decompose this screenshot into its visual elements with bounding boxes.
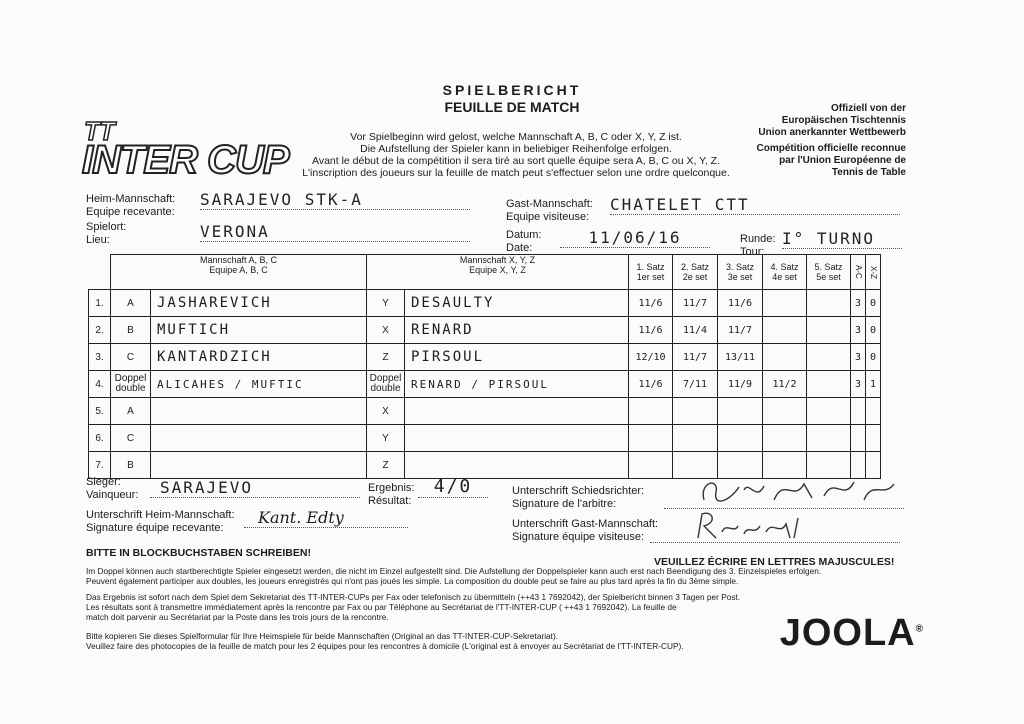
set-2-score[interactable] xyxy=(673,425,718,452)
set-header: 1. Satz 1er set xyxy=(629,255,673,290)
team-abc-slot: B xyxy=(111,317,151,344)
set-1-score[interactable]: 11/6 xyxy=(629,317,673,344)
set-4-score[interactable] xyxy=(763,344,807,371)
results-note: Das Ergebnis ist sofort nach dem Spiel dem Sekretariat des TT-INTER-CUPs per Fax oder telefonisch zu übermitteln (++43 1 7692042), der Spielbericht binnen 3 Tagen per Post. Les résultats sont à transmettre immédiatement après la rencontre par Fax ou par Téléphone au Secrétariat de l'TT-INTER-CUP ( ++43 1 7692042). La feuille de match doit parvenir au Secrétariat par la Poste dans les trois jours de la rencontre. xyxy=(86,592,741,622)
set-2-score[interactable]: 11/4 xyxy=(673,317,718,344)
set-header: 2. Satz 2e set xyxy=(673,255,718,290)
joola-logo: JOOLA® xyxy=(779,612,924,654)
set-3-score[interactable]: 11/6 xyxy=(718,290,763,317)
player-xyz-name[interactable] xyxy=(405,452,629,479)
player-xyz-name[interactable]: RENARD / PIRSOUL xyxy=(405,371,629,398)
set-1-score[interactable] xyxy=(629,425,673,452)
guest-team-value[interactable]: CHATELET CTT xyxy=(610,195,900,215)
team-xyz-slot: Z xyxy=(367,344,405,371)
match-row xyxy=(89,425,881,452)
player-abc-name[interactable] xyxy=(151,398,367,425)
match-number: 6. xyxy=(89,425,111,452)
team-xyz-slot: Doppel double xyxy=(367,371,405,398)
set-header: 5. Satz 5e set xyxy=(807,255,851,290)
set-4-score[interactable] xyxy=(763,425,807,452)
set-5-score[interactable] xyxy=(807,290,851,317)
match-row xyxy=(89,371,881,398)
round-label: Runde: Tour: xyxy=(740,233,776,258)
team-abc-slot: A xyxy=(111,398,151,425)
table-header-row xyxy=(89,255,881,290)
team-abc-header: Mannschaft A, B, C Equipe A, B, C xyxy=(111,255,367,290)
referee-signature-label: Unterschrift Schiedsrichter: Signature de l'arbitre: xyxy=(512,485,645,510)
player-abc-name[interactable] xyxy=(151,452,367,479)
player-xyz-name[interactable]: RENARD xyxy=(405,317,629,344)
games-ac[interactable] xyxy=(851,425,866,452)
player-abc-name[interactable]: ALICAHES / MUFTIC xyxy=(151,371,367,398)
set-5-score[interactable] xyxy=(807,371,851,398)
team-abc-slot: A xyxy=(111,290,151,317)
team-abc-slot: C xyxy=(111,425,151,452)
score-xz-header: X-Z xyxy=(866,255,881,290)
result-value[interactable]: 4/0 xyxy=(418,476,488,498)
player-xyz-name[interactable] xyxy=(405,398,629,425)
intro-text: Vor Spielbeginn wird gelost, welche Mannschaft A, B, C oder X, Y, Z ist. Die Aufstellung der Spieler kann in beliebiger Reihenfolge erfolgen. Avant le début de la compétition il sera tiré au sort quelle équipe sera A, B, C ou X, Y, Z. L'inscription des joueurs sur la feuille de match peut s'effectuer selon une ordre quelconque. xyxy=(302,131,730,179)
games-xz[interactable]: 0 xyxy=(866,317,881,344)
games-xz[interactable]: 0 xyxy=(866,344,881,371)
set-5-score[interactable] xyxy=(807,398,851,425)
set-3-score[interactable]: 11/7 xyxy=(718,317,763,344)
team-xyz-slot: X xyxy=(367,317,405,344)
set-4-score[interactable] xyxy=(763,398,807,425)
games-ac[interactable]: 3 xyxy=(851,371,866,398)
set-2-score[interactable] xyxy=(673,398,718,425)
home-signature-label: Unterschrift Heim-Mannschaft: Signature équipe recevante: xyxy=(86,509,235,534)
home-team-value[interactable]: SARAJEVO STK-A xyxy=(200,190,470,210)
set-5-score[interactable] xyxy=(807,425,851,452)
date-value[interactable]: 11/06/16 xyxy=(560,228,710,248)
title-de: SPIELBERICHT xyxy=(442,82,582,98)
team-abc-slot: C xyxy=(111,344,151,371)
copy-note: Bitte kopieren Sie dieses Spielformular für Ihre Heimspiele für beide Mannschaften (Original an das TT-INTER-CUP-Sekretariat). Veuillez faire des photocopies de la feuille de match pour les 2 équipes pour les rencontres à domicile (L'original est à envoyer au Secrétariat de l'TT-INTER-CUP). xyxy=(86,631,684,651)
guest-signature-scribble xyxy=(690,508,830,542)
guest-signature-label: Unterschrift Gast-Mannschaft: Signature équipe visiteuse: xyxy=(512,518,659,543)
set-2-score[interactable]: 7/11 xyxy=(673,371,718,398)
round-value[interactable]: I° TURNO xyxy=(782,229,902,249)
venue-label: Spielort: Lieu: xyxy=(86,221,127,246)
player-xyz-name[interactable] xyxy=(405,425,629,452)
set-3-score[interactable]: 13/11 xyxy=(718,344,763,371)
guest-signature-line[interactable] xyxy=(650,530,900,543)
player-abc-name[interactable] xyxy=(151,425,367,452)
set-1-score[interactable] xyxy=(629,398,673,425)
results-table xyxy=(88,254,881,479)
doubles-note: Im Doppel können auch startberechtigte Spieler eingesetzt werden, die nicht im Einzel aufgestellt sind. Die Aufstellung der Doppelspieler kann auch erst nach Beendigung des 3. Einzelspieles erfolgen. Peuvent également participer aux doubles, les joueurs enregistrés qui n'ont pas joués les simple. La composition du double peut se faire au plus tard après la fin du 3ème simple. xyxy=(86,566,822,586)
team-xyz-slot: Y xyxy=(367,290,405,317)
match-number: 7. xyxy=(89,452,111,479)
set-header: 3. Satz 3e set xyxy=(718,255,763,290)
match-number: 5. xyxy=(89,398,111,425)
set-header: 4. Satz 4e set xyxy=(763,255,807,290)
title-fr: FEUILLE DE MATCH xyxy=(444,99,580,115)
games-xz[interactable]: 0 xyxy=(866,290,881,317)
games-ac[interactable]: 3 xyxy=(851,317,866,344)
set-4-score[interactable] xyxy=(763,317,807,344)
team-abc-slot: B xyxy=(111,452,151,479)
set-1-score[interactable]: 12/10 xyxy=(629,344,673,371)
winner-value[interactable]: SARAJEVO xyxy=(150,478,360,498)
result-label: Ergebnis: Résultat: xyxy=(368,482,415,507)
winner-label: Sieger: Vainqueur: xyxy=(86,476,139,501)
set-5-score[interactable] xyxy=(807,317,851,344)
team-xyz-header: Mannschaft X, Y, Z Equipe X, Y, Z xyxy=(367,255,629,290)
match-row xyxy=(89,290,881,317)
team-abc-slot: Doppel double xyxy=(111,371,151,398)
official-notice: Offiziell von der Europäischen Tischtennis Union anerkannter Wettbewerb Compétition officielle reconnue par l'Union Européenne de Tennis de Table xyxy=(756,103,906,178)
block-letters-de: BITTE IN BLOCKBUCHSTABEN SCHREIBEN! xyxy=(86,547,311,559)
player-abc-name[interactable]: KANTARDZICH xyxy=(151,344,367,371)
date-label: Datum: Date: xyxy=(506,229,542,254)
match-row xyxy=(89,398,881,425)
team-xyz-slot: Z xyxy=(367,452,405,479)
set-4-score[interactable]: 11/2 xyxy=(763,371,807,398)
match-row xyxy=(89,317,881,344)
set-1-score[interactable]: 11/6 xyxy=(629,371,673,398)
set-2-score[interactable]: 11/7 xyxy=(673,290,718,317)
games-xz[interactable] xyxy=(866,425,881,452)
games-ac[interactable]: 3 xyxy=(851,290,866,317)
games-ac[interactable] xyxy=(851,398,866,425)
games-xz[interactable]: 1 xyxy=(866,371,881,398)
set-1-score[interactable]: 11/6 xyxy=(629,290,673,317)
set-2-score[interactable]: 11/7 xyxy=(673,344,718,371)
block-letters-fr: VEUILLEZ ÉCRIRE EN LETTRES MAJUSCULES! xyxy=(654,556,895,568)
player-abc-name[interactable]: MUFTICH xyxy=(151,317,367,344)
score-ac-header: A-C xyxy=(851,255,866,290)
home-signature-value[interactable]: Kant. Edty xyxy=(244,508,408,528)
team-xyz-slot: Y xyxy=(367,425,405,452)
match-number: 3. xyxy=(89,344,111,371)
match-number: 2. xyxy=(89,317,111,344)
player-xyz-name[interactable]: PIRSOUL xyxy=(405,344,629,371)
set-3-score[interactable]: 11/9 xyxy=(718,371,763,398)
set-1-score[interactable] xyxy=(629,452,673,479)
set-4-score[interactable] xyxy=(763,290,807,317)
games-xz[interactable] xyxy=(866,398,881,425)
set-3-score[interactable] xyxy=(718,425,763,452)
team-xyz-slot: X xyxy=(367,398,405,425)
referee-signature-scribble xyxy=(694,472,904,508)
match-number: 4. xyxy=(89,371,111,398)
guest-team-label: Gast-Mannschaft: Equipe visiteuse: xyxy=(506,198,593,223)
games-ac[interactable]: 3 xyxy=(851,344,866,371)
set-5-score[interactable] xyxy=(807,344,851,371)
venue-value[interactable]: VERONA xyxy=(200,222,470,242)
match-number: 1. xyxy=(89,290,111,317)
home-team-label: Heim-Mannschaft: Equipe recevante: xyxy=(86,193,176,218)
set-3-score[interactable] xyxy=(718,398,763,425)
player-abc-name[interactable]: JASHAREVICH xyxy=(151,290,367,317)
match-row xyxy=(89,344,881,371)
player-xyz-name[interactable]: DESAULTY xyxy=(405,290,629,317)
